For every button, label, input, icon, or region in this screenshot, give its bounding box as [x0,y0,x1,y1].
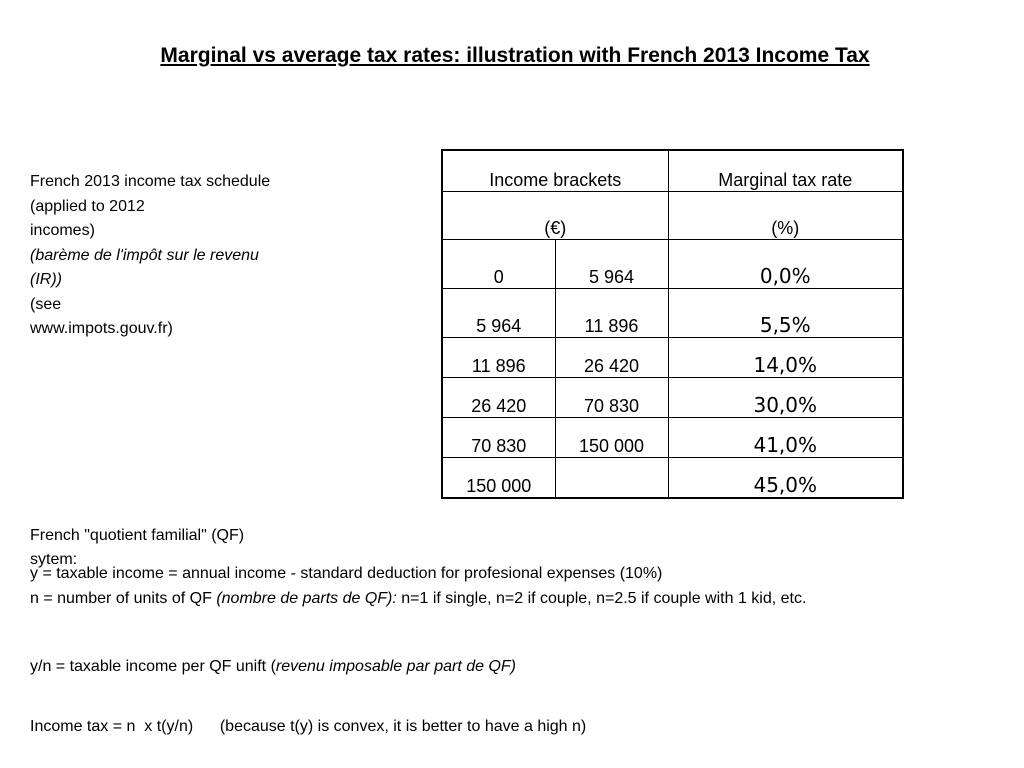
qf-label-text: French "quotient familial" (QF) sytem: [30,527,245,568]
bracket-high: 5 964 [555,240,668,289]
n-definition-french: (nombre de parts de QF): [216,589,397,607]
marginal-rate: 14,0% [668,338,903,378]
bracket-high [555,458,668,499]
bracket-low: 0 [442,240,555,289]
y-definition [30,562,870,611]
yn-definition-french: revenu imposable par part de QF) [275,658,517,675]
header-income-brackets: Income brackets [442,150,668,192]
bracket-low: 70 830 [442,418,555,458]
table-row [442,378,903,418]
bracket-high: 150 000 [555,418,668,458]
table-header-row [442,150,903,192]
table-row [442,289,903,338]
unit-brackets: (€) [442,192,668,240]
tax-schedule-table [441,149,904,499]
bracket-low: 11 896 [442,338,555,378]
marginal-rate: 0,0% [668,240,903,289]
header-marginal-rate: Marginal tax rate [668,150,903,192]
unit-rate: (%) [668,192,903,240]
table-unit-row [442,192,903,240]
schedule-note [30,170,350,342]
y-definition-line: y = taxable income = annual income - standard deduction for profesional expenses (10%) [30,565,663,582]
bracket-low: 150 000 [442,458,555,499]
n-definition-suffix: n=1 if single, n=2 if couple, n=2.5 if couple with 1 kid, etc. [396,589,807,607]
yn-definition-prefix: y/n = taxable income per QF unift ( [30,658,276,675]
bracket-high: 11 896 [555,289,668,338]
schedule-note-french-name: (barème de l'impôt sur le revenu (IR)) [30,246,259,288]
schedule-note-description: French 2013 income tax schedule (applied to 2012 incomes) [30,173,271,239]
page-title: Marginal vs average tax rates: illustration with French 2013 Income Tax [160,44,870,67]
marginal-rate: 5,5% [668,289,903,338]
table-row [442,418,903,458]
marginal-rate: 45,0% [668,458,903,499]
bracket-high: 70 830 [555,378,668,418]
bracket-low: 26 420 [442,378,555,418]
marginal-rate: 30,0% [668,378,903,418]
yn-definition [30,655,550,679]
table-row [442,338,903,378]
n-definition-prefix: n = number of units of QF [30,589,217,607]
marginal-rate: 41,0% [668,418,903,458]
table-row [442,458,903,499]
schedule-note-source: (see www.impots.gouv.fr) [30,295,173,337]
n-definition [30,587,870,612]
bracket-high: 26 420 [555,338,668,378]
bracket-low: 5 964 [442,289,555,338]
table-row [442,240,903,289]
income-tax-formula: Income tax = n x t(y/n) (because t(y) is convex, it is better to have a high n) [30,718,587,735]
